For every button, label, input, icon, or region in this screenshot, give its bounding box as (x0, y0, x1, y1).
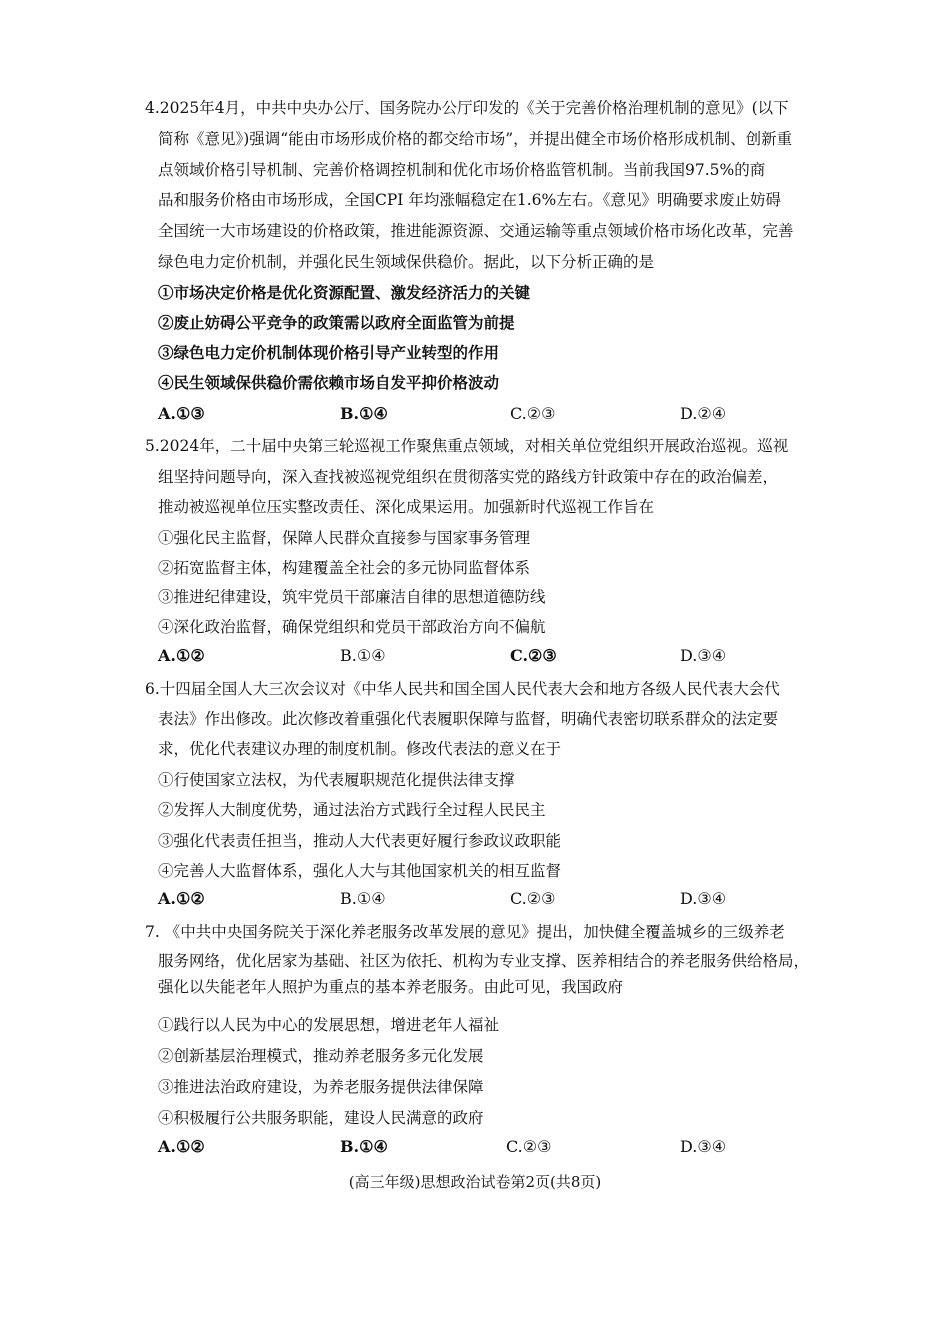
question-item: ③推进纪律建设，筑牢党员干部廉洁自律的思想道德防线 (158, 588, 546, 606)
question-stem-line: 6.十四届全国人大三次会议对《中华人民共和国全国人民代表大会和地方各级人民代表大会代 (145, 680, 780, 698)
question-stem-line: 求，优化代表建议办理的制度机制。修改代表法的意义在于 (158, 740, 562, 758)
question-stem-line: 推动被巡视单位压实整改责任、深化成果运用。加强新时代巡视工作旨在 (158, 498, 655, 516)
question-stem-line: 全国统一大市场建设的价格政策，推进能源资源、交通运输等重点领域价格市场化改革，完善 (158, 222, 794, 240)
question-stem-line: 品和服务价格由市场形成，全国CPI 年均涨幅稳定在1.6%左右。《意见》明确要求废止妨碍 (158, 191, 781, 209)
choice-d: D.②④ (680, 404, 727, 423)
choice-b: B.①④ (340, 1137, 388, 1156)
question-item: ①践行以人民为中心的发展思想，增进老年人福祉 (158, 1016, 500, 1034)
choice-a: A.①③ (158, 404, 205, 423)
question-item: ④民生领域保供稳价需依赖市场自发平抑价格波动 (158, 373, 500, 392)
question-item: ③绿色电力定价机制体现价格引导产业转型的作用 (158, 343, 500, 362)
choice-d: D.③④ (680, 1137, 727, 1156)
question-item: ④积极履行公共服务职能，建设人民满意的政府 (158, 1109, 484, 1127)
choice-a: A.①② (158, 646, 205, 665)
question-item: ①行使国家立法权，为代表履职规范化提供法律支撑 (158, 771, 515, 789)
question-stem-line: 绿色电力定价机制，并强化民生领域保供稳价。据此，以下分析正确的是 (158, 253, 655, 271)
choice-d: D.③④ (680, 646, 727, 665)
question-item: ③强化代表责任担当，推动人大代表更好履行参政议政职能 (158, 832, 562, 850)
question-stem-line: 表法》作出修改。此次修改着重强化代表履职保障与监督，明确代表密切联系群众的法定要 (158, 710, 779, 728)
choice-b: B.①④ (340, 646, 386, 665)
choice-b: B.①④ (340, 404, 388, 423)
question-stem-line: 服务网络，优化居家为基础、社区为依托、机构为专业支撑、医养相结合的养老服务供给格局， (158, 952, 810, 970)
question-item: ④完善人大监督体系，强化人大与其他国家机关的相互监督 (158, 862, 562, 880)
choice-b: B.①④ (340, 889, 386, 908)
question-stem-line: 7. 《中共中央国务院关于深化养老服务改革发展的意见》提出，加快健全覆盖城乡的三级养老 (145, 923, 785, 941)
choice-c: C.②③ (510, 404, 556, 423)
question-item: ②拓宽监督主体，构建覆盖全社会的多元协同监督体系 (158, 559, 531, 577)
choice-c: C.②③ (510, 889, 556, 908)
page-footer: (高三年级)思想政治试卷第2页(共8页) (348, 1173, 602, 1191)
question-item: ①强化民主监督，保障人民群众直接参与国家事务管理 (158, 529, 531, 547)
question-stem-line: 5.2024年，二十届中央第三轮巡视工作聚焦重点领域，对相关单位党组织开展政治巡视。巡视 (145, 437, 789, 455)
question-item: ②创新基层治理模式，推动养老服务多元化发展 (158, 1047, 484, 1065)
question-item: ①市场决定价格是优化资源配置、激发经济活力的关键 (158, 283, 531, 302)
choice-d: D.③④ (680, 889, 727, 908)
choice-c: C.②③ (510, 646, 557, 665)
question-stem-line: 点领域价格引导机制、完善价格调控机制和优化市场价格监管机制。当前我国97.5%的商 (158, 161, 766, 179)
question-item: ②发挥人大制度优势，通过法治方式践行全过程人民民主 (158, 801, 546, 819)
question-stem-line: 4.2025年4月，中共中央办公厅、国务院办公厅印发的《关于完善价格治理机制的意见》(以下 (145, 99, 789, 117)
question-stem-line: 简称《意见》)强调“能由市场形成价格的都交给市场”，并提出健全市场价格形成机制、创新重 (158, 130, 793, 148)
choice-a: A.①② (158, 1137, 205, 1156)
question-item: ②废止妨碍公平竞争的政策需以政府全面监管为前提 (158, 313, 515, 332)
choice-a: A.①② (158, 889, 205, 908)
choice-c: C.②③ (506, 1137, 552, 1156)
question-stem-line: 组坚持问题导向，深入查找被巡视党组织在贯彻落实党的路线方针政策中存在的政治偏差， (158, 468, 779, 486)
question-stem-line: 强化以失能老年人照护为重点的基本养老服务。由此可见，我国政府 (158, 978, 624, 996)
question-item: ④深化政治监督，确保党组织和党员干部政治方向不偏航 (158, 618, 546, 636)
question-item: ③推进法治政府建设，为养老服务提供法律保障 (158, 1078, 484, 1096)
